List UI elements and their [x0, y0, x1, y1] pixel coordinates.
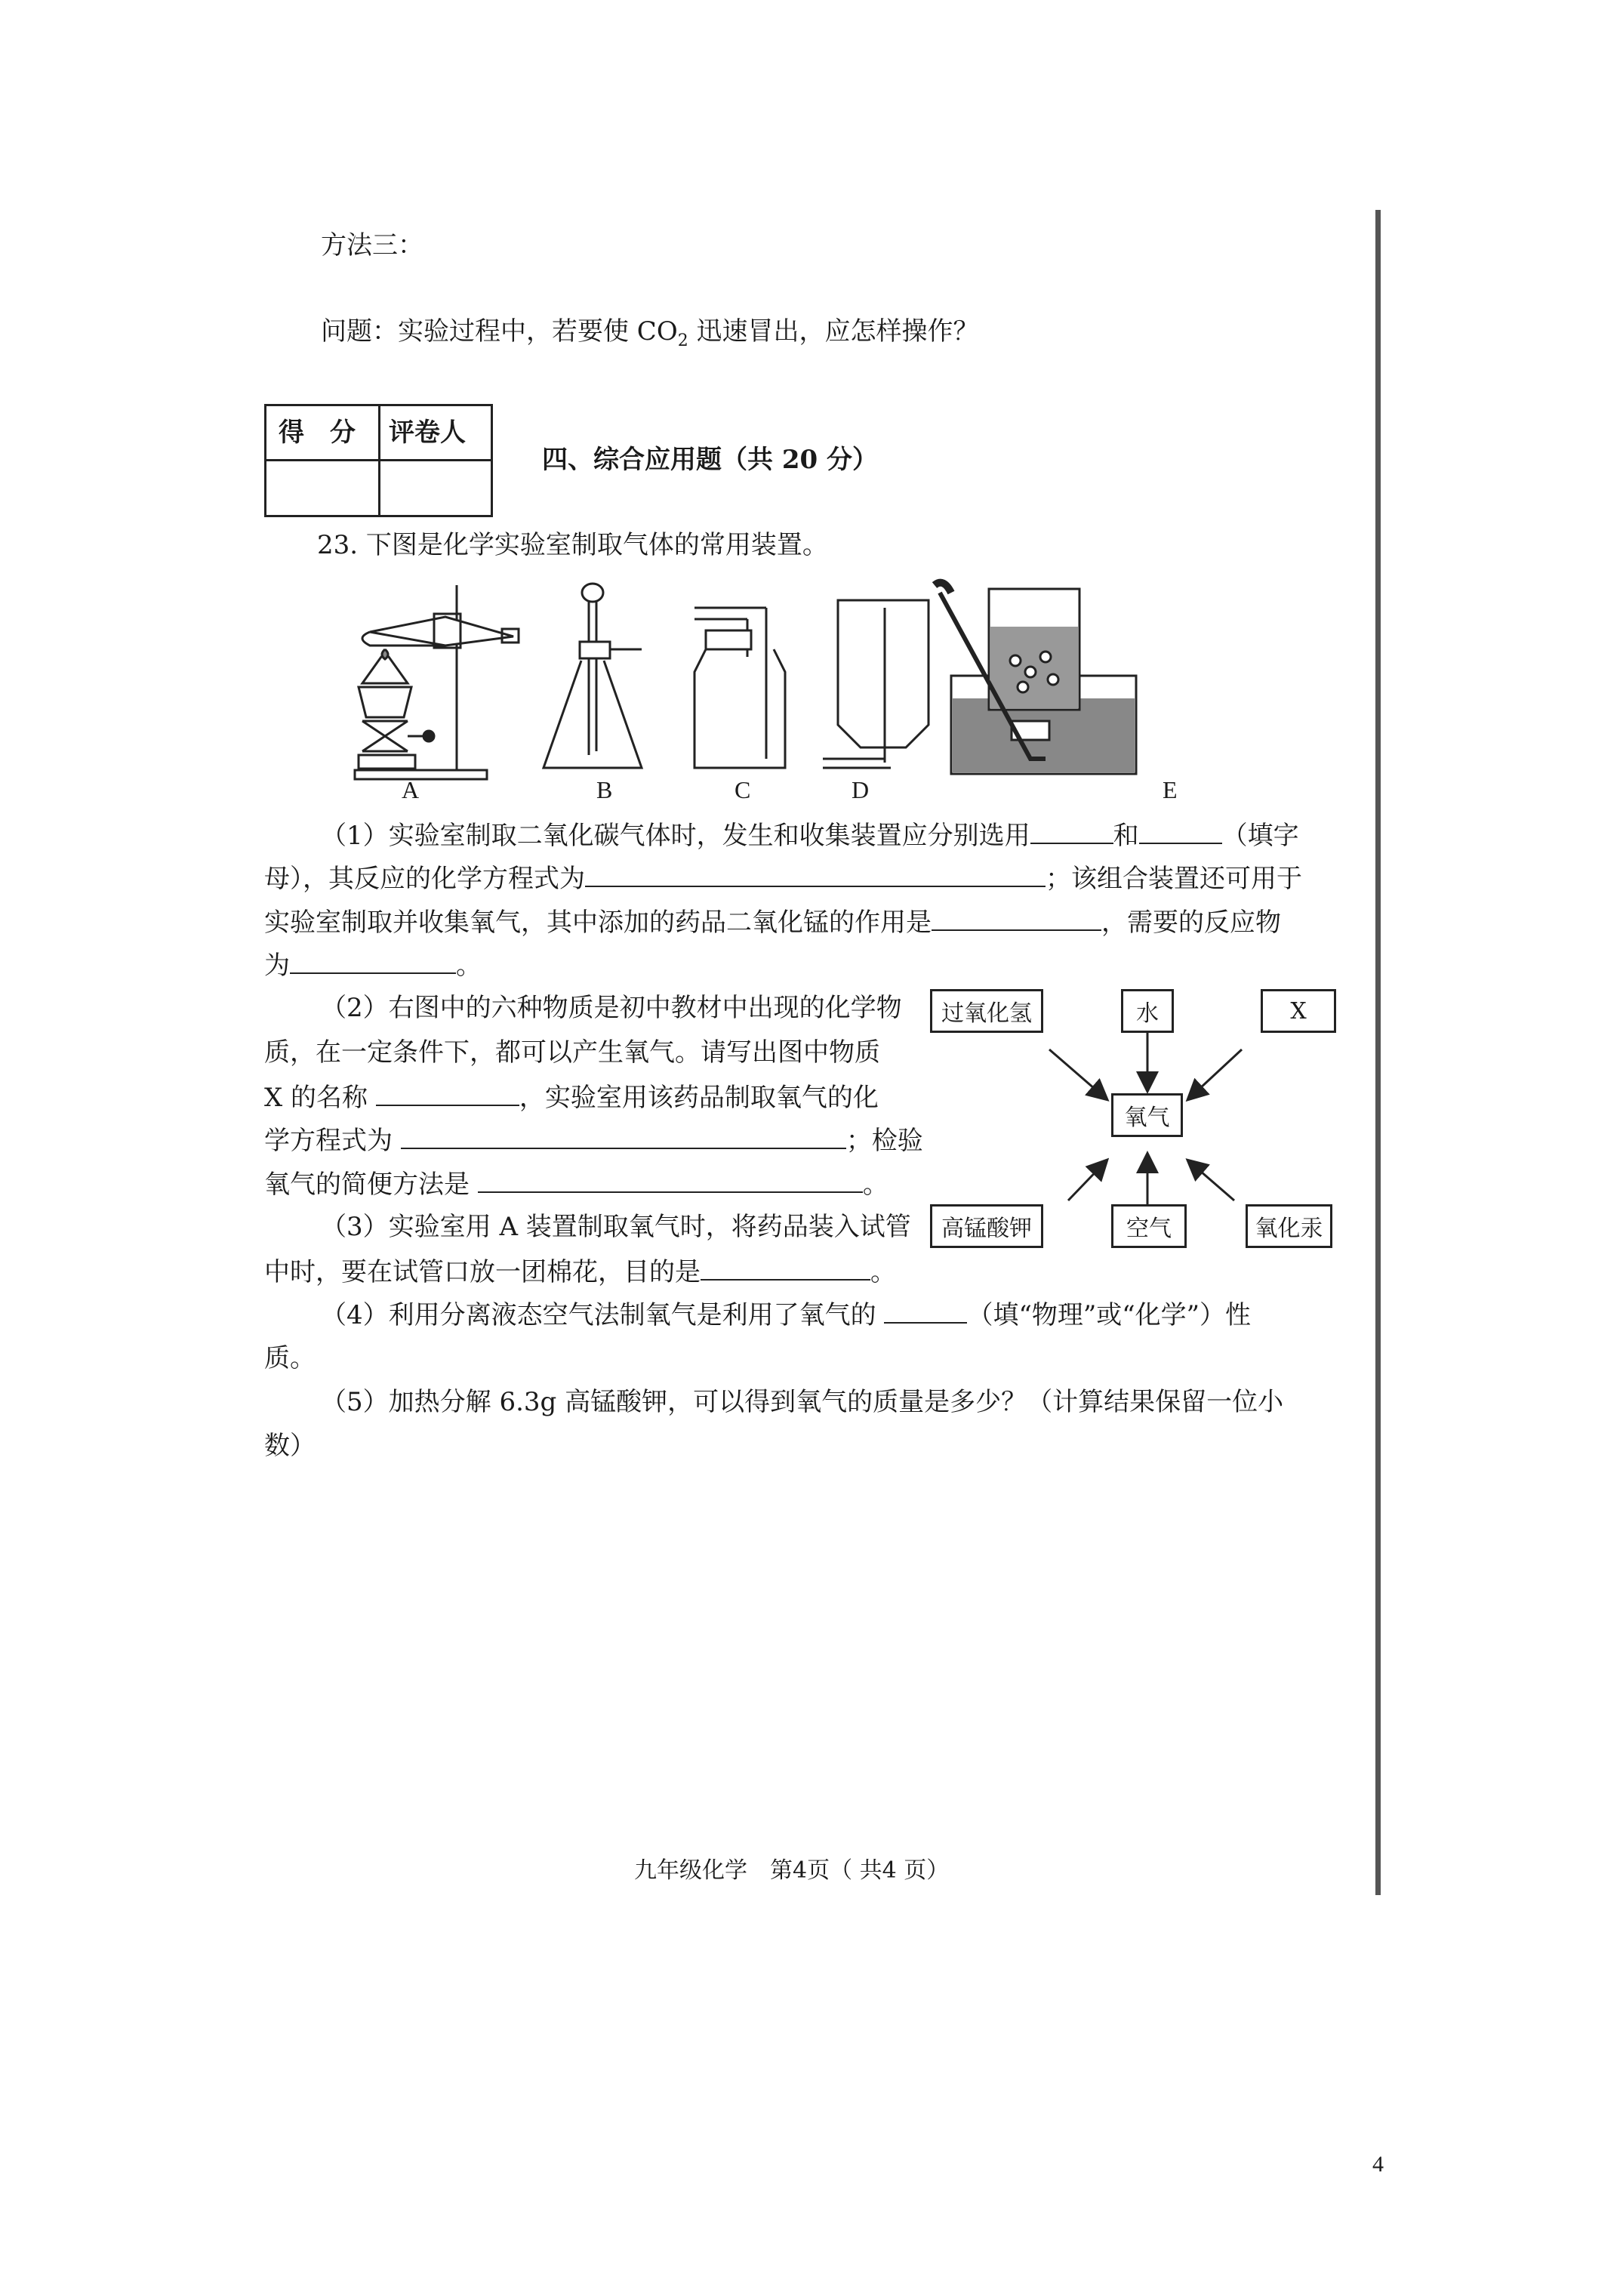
question-23-title: 23. 下图是化学实验室制取气体的常用装置。	[317, 530, 828, 560]
q5-line1: （5）加热分解 6.3g 高锰酸钾，可以得到氧气的质量是多少？（计算结果保留一位小	[321, 1387, 1284, 1417]
box-mercury-oxide: 氧化汞	[1246, 1204, 1332, 1248]
score-table	[264, 404, 493, 517]
label-a: A	[402, 776, 420, 803]
co2-question: 问题：实验过程中，若要使 $CO_2$ 迅速冒出，应怎样操作？	[321, 316, 979, 350]
apparatus-c	[694, 608, 785, 768]
q3-line2: 中时，要在试管口放一团棉花，目的是 。	[264, 1257, 896, 1287]
q1-line2: 母），其反应的化学方程式为 ；该组合装置还可用于	[264, 864, 1302, 894]
q4-line1: （4）利用分离液态空气法制氧气是利用了氧气的 （填“物理”或“化学”）性	[321, 1300, 1251, 1330]
q2-line5: 氧气的简便方法是 。	[264, 1170, 888, 1200]
apparatus-e	[935, 583, 1136, 774]
q2-line4: 学方程式为 ；检验	[264, 1126, 923, 1156]
page-footer: 九年级化学 第4页（ 共4 页）	[634, 1857, 950, 1884]
q1-line1: （1）实验室制取二氧化碳气体时，发生和收集装置应分别选用 和 （填字	[321, 821, 1299, 851]
q4-line2: 质。	[264, 1343, 316, 1373]
apparatus-a	[355, 585, 519, 779]
q1-line4: 为 。	[264, 951, 482, 981]
box-water: 水	[1121, 989, 1174, 1033]
label-b: B	[596, 776, 613, 803]
q2-line1: （2）右图中的六种物质是初中教材中出现的化学物	[321, 993, 902, 1023]
method-three-label: 方法三：	[321, 230, 423, 260]
apparatus-d	[823, 600, 929, 768]
box-x: X	[1261, 989, 1336, 1033]
box-air: 空气	[1111, 1204, 1187, 1248]
apparatus-b	[544, 584, 642, 768]
box-hydrogen-peroxide: 过氧化氢	[930, 989, 1043, 1033]
q2-line3: X 的名称 ，实验室用该药品制取氧气的化	[264, 1083, 879, 1113]
box-potassium-permanganate: 高锰酸钾	[930, 1204, 1043, 1248]
label-e: E	[1163, 776, 1178, 803]
box-oxygen: 氧气	[1111, 1093, 1183, 1137]
q2-line2: 质，在一定条件下，都可以产生氧气。请写出图中物质	[264, 1037, 880, 1068]
section-title: 四、综合应用题（共 20 分）	[542, 445, 878, 475]
q5-line2: 数）	[264, 1431, 316, 1461]
q1-line3: 实验室制取并收集氧气，其中添加的药品二氧化锰的作用是 ，需要的反应物	[264, 908, 1281, 938]
q3-line1: （3）实验室用 A 装置制取氧气时，将药品装入试管	[321, 1212, 911, 1242]
page-number: 4	[1372, 2152, 1384, 2177]
label-d: D	[852, 776, 870, 803]
margin-rule	[1375, 210, 1381, 1895]
apparatus-figure	[340, 570, 1268, 812]
grader-header: 评卷人	[389, 418, 466, 448]
label-c: C	[735, 776, 751, 803]
score-header: 得 分	[279, 418, 356, 448]
